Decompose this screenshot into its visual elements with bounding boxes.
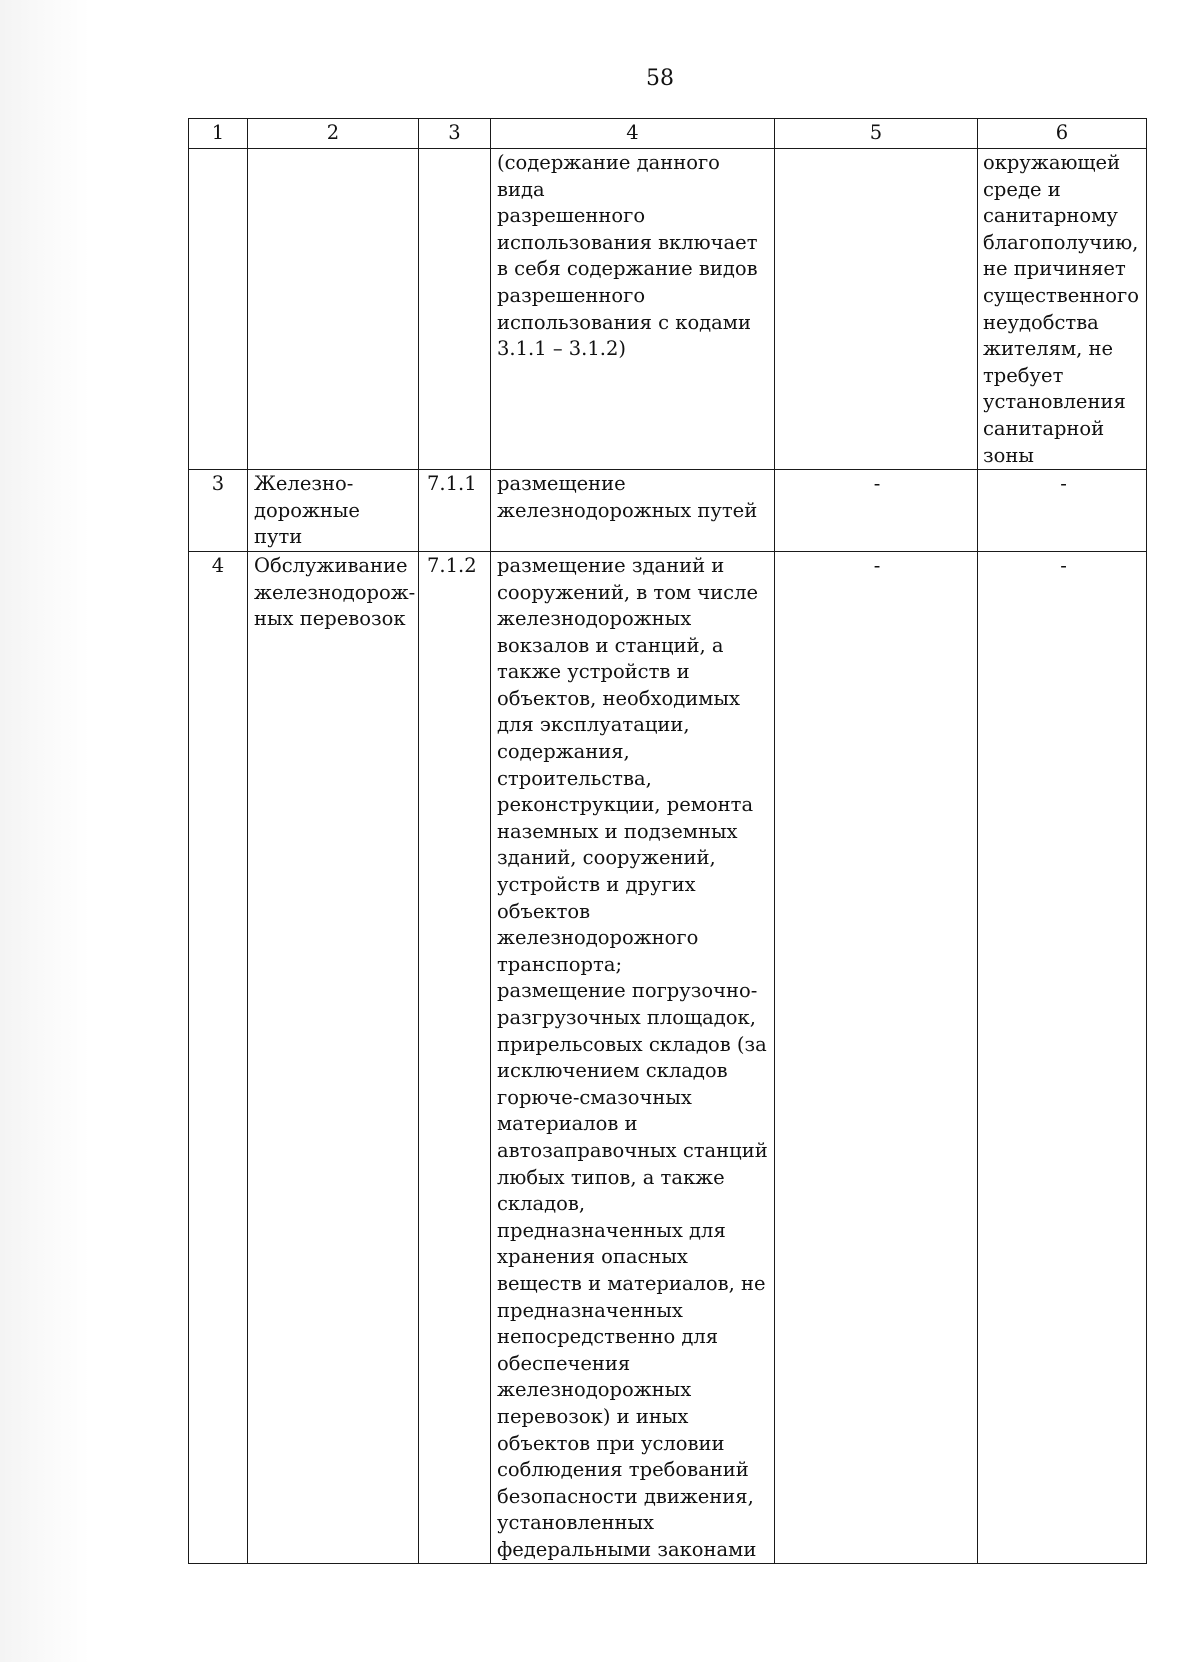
column-5-cell: - — [775, 470, 978, 552]
table-row — [189, 470, 1147, 552]
column-6-cell: окружающей среде и санитарному благополучию, не причиняет существенного неудобства жителям, не требует установления санитарной зоны — [978, 149, 1147, 470]
use-code-cell — [419, 149, 491, 470]
land-use-table — [188, 118, 1147, 1564]
column-6-cell: - — [978, 551, 1147, 1564]
use-code-cell: 7.1.2 — [419, 551, 491, 1564]
column-header-5: 5 — [775, 119, 978, 149]
table-header-row — [189, 119, 1147, 149]
row-number-cell: 4 — [189, 551, 248, 1564]
use-name-cell — [248, 149, 419, 470]
column-header-2: 2 — [248, 119, 419, 149]
use-description-cell: размещение железнодорожных путей — [491, 470, 775, 552]
column-6-cell: - — [978, 470, 1147, 552]
column-header-1: 1 — [189, 119, 248, 149]
use-name-cell: Обслуживание железнодорож- ных перевозок — [248, 551, 419, 1564]
column-header-3: 3 — [419, 119, 491, 149]
column-header-6: 6 — [978, 119, 1147, 149]
column-5-cell — [775, 149, 978, 470]
scan-edge-shading — [0, 0, 90, 1662]
table-row — [189, 551, 1147, 1564]
page-number: 58 — [646, 66, 674, 91]
use-code-cell: 7.1.1 — [419, 470, 491, 552]
column-5-cell: - — [775, 551, 978, 1564]
use-description-cell: размещение зданий и сооружений, в том числе железнодорожных вокзалов и станций, а также устройств и объектов, необходимых для эксплуатации, содержания, строительства, реконструкции, ремонта наземных и подземных зданий, сооружений, устройств и других объектов железнодорожного транспорта; размещение погрузочно- разгрузочных площадок, прирельсовых складов (за исключением складов горюче-смазочных материалов и автозаправочных станций любых типов, а также складов, предназначенных для хранения опасных веществ и материалов, не предназначенных непосредственно для обеспечения железнодорожных перевозок) и иных объектов при условии соблюдения требований безопасности движения, установленных федеральными законами — [491, 551, 775, 1564]
table-row — [189, 149, 1147, 470]
use-name-cell: Железно- дорожные пути — [248, 470, 419, 552]
use-description-cell: (содержание данного вида разрешенного использования включает в себя содержание видов разрешенного использования с кодами 3.1.1 – 3.1.2) — [491, 149, 775, 470]
column-header-4: 4 — [491, 119, 775, 149]
row-number-cell: 3 — [189, 470, 248, 552]
row-number-cell — [189, 149, 248, 470]
